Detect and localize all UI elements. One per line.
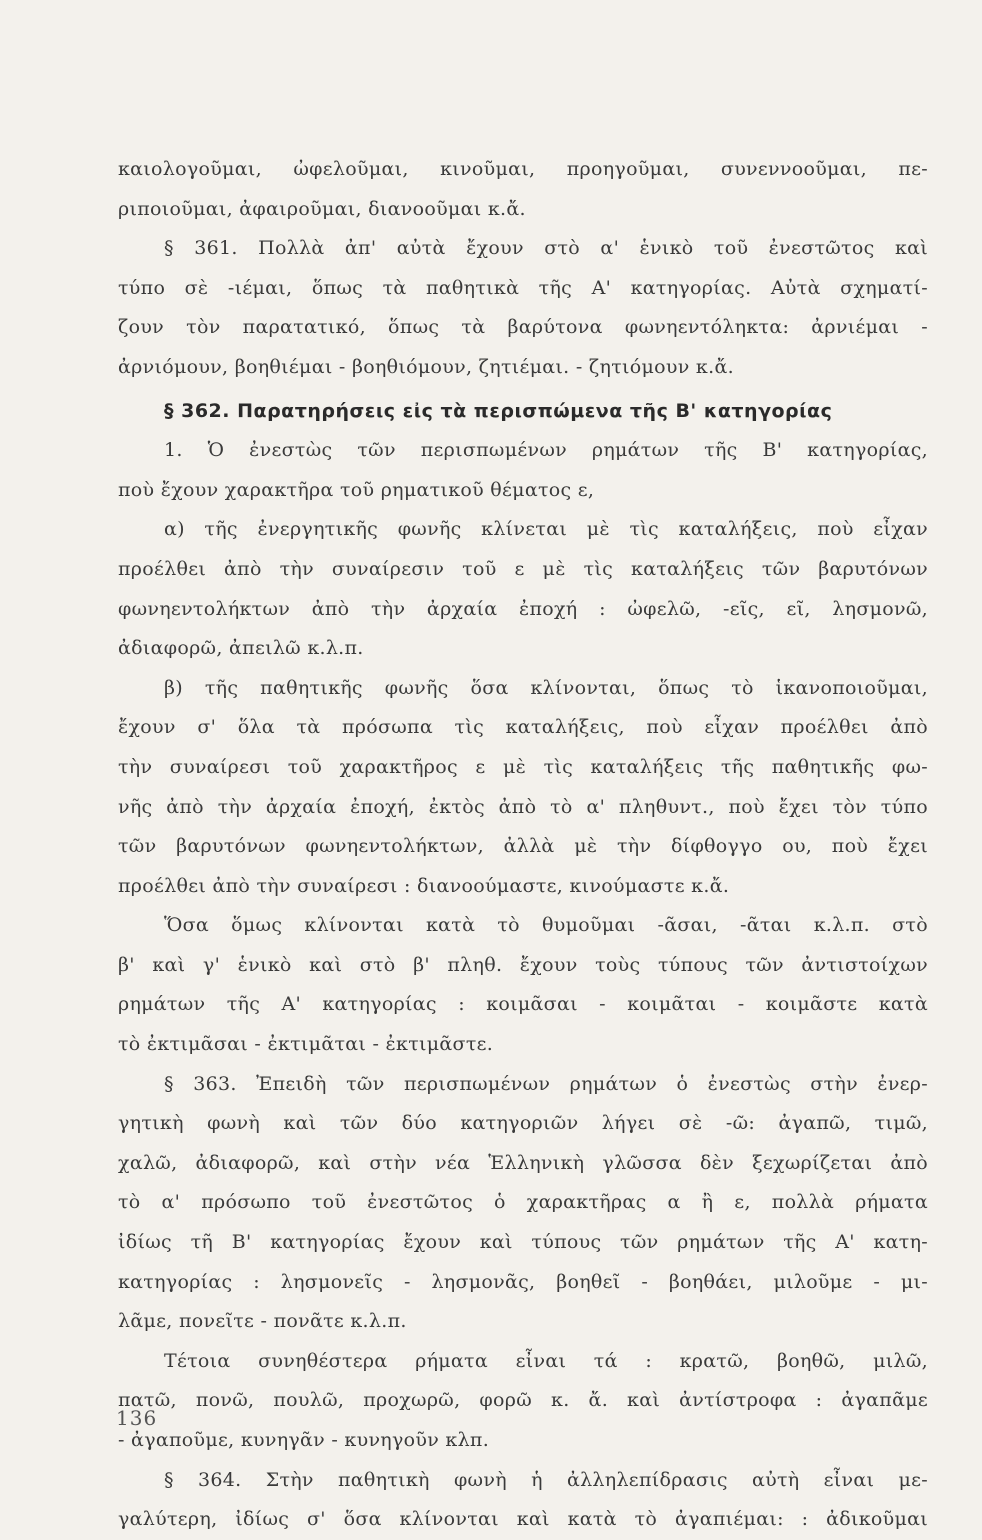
text-line: ποὺ ἔχουν χαρακτῆρα τοῦ ρηματικοῦ θέματος ε, — [118, 478, 595, 501]
item-b: β) τῆς παθητικῆς φωνῆς ὅσα κλίνονται, ὅπως τὸ ἱκανοποιοῦμαι, — [164, 676, 928, 699]
text-line: β' καὶ γ' ἑνικὸ καὶ στὸ β' πληθ. ἔχουν τοὺς τύπους τῶν ἀντιστοίχων — [118, 953, 928, 976]
text-line: ριποιοῦμαι, ἀφαιροῦμαι, διανοοῦμαι κ.ἄ. — [118, 197, 526, 220]
text-line: Ὅσα ὅμως κλίνονται κατὰ τὸ θυμοῦμαι -ᾶσαι, -ᾶται κ.λ.π. στὸ — [164, 914, 928, 937]
text-line: Τέτοια συνηθέστερα ρήματα εἶναι τά : κρατῶ, βοηθῶ, μιλῶ, — [164, 1349, 928, 1372]
text-line: ἰδίως τῆ Β' κατηγορίας ἔχουν καὶ τύπους τῶν ρημάτων τῆς Α' κατη- — [118, 1231, 928, 1254]
section-362-heading: § 362. Παρατηρήσεις εἰς τὰ περισπώμενα τῆς Β' κατηγορίας — [164, 399, 833, 422]
text-line: χαλῶ, ἀδιαφορῶ, καὶ στὴν νέα Ἑλληνικὴ γλῶσσα δὲν ξεχωρίζεται ἀπὸ — [118, 1151, 928, 1174]
page-body — [118, 150, 928, 1540]
text-line: τὸ α' πρόσωπο τοῦ ἐνεστῶτος ὁ χαρακτῆρας α ἢ ε, πολλὰ ρήματα — [118, 1191, 928, 1214]
text-line: ἀρνιόμουν, βοηθιέμαι - βοηθιόμουν, ζητιέμαι. - ζητιόμουν κ.ἄ. — [118, 355, 734, 378]
page-number: 136 — [116, 1406, 158, 1430]
text-line: τὴν συναίρεσι τοῦ χαρακτῆρος ε μὲ τὶς καταλήξεις τῆς παθητικῆς φω- — [118, 755, 928, 778]
section-361-start: § 361. Πολλὰ ἀπ' αὐτὰ ἔχουν στὸ α' ἑνικὸ τοῦ ἐνεστῶτος καὶ — [164, 237, 928, 260]
text-line: 1. Ὁ ἐνεστὼς τῶν περισπωμένων ρημάτων τῆς Β' κατηγορίας, — [164, 439, 928, 462]
text-line: τῶν βαρυτόνων φωνηεντολήκτων, ἀλλὰ μὲ τὴν δίφθογγο ου, ποὺ ἔχει — [118, 835, 928, 858]
text-line: λᾶμε, πονεῖτε - πονᾶτε κ.λ.π. — [118, 1310, 407, 1333]
text-line: καιολογοῦμαι, ὠφελοῦμαι, κινοῦμαι, προηγοῦμαι, συνεννοοῦμαι, πε- — [118, 158, 928, 180]
item-a: α) τῆς ἐνεργητικῆς φωνῆς κλίνεται μὲ τὶς καταλήξεις, ποὺ εἶχαν — [164, 518, 928, 541]
text-line: τύπο σὲ -ιέμαι, ὅπως τὰ παθητικὰ τῆς Α' κατηγορίας. Αὐτὰ σχηματί- — [118, 276, 928, 299]
text-line: ζουν τὸν παρατατικό, ὅπως τὰ βαρύτονα φωνηεντόληκτα: ἀρνιέμαι - — [118, 316, 928, 339]
text-line: - ἀγαποῦμε, κυνηγᾶν - κυνηγοῦν κλπ. — [118, 1429, 490, 1451]
text-line: πατῶ, πονῶ, πουλῶ, προχωρῶ, φορῶ κ. ἄ. καὶ ἀντίστροφα : ἀγαπᾶμε — [118, 1389, 928, 1412]
text-line: κατηγορίας : λησμονεῖς - λησμονᾶς, βοηθεῖ - βοηθάει, μιλοῦμε - μι- — [118, 1270, 928, 1293]
text-line: φωνηεντολήκτων ἀπὸ τὴν ἀρχαία ἐποχή : ὠφελῶ, -εῖς, εῖ, λησμονῶ, — [118, 597, 928, 620]
text-line: ἔχουν σ' ὅλα τὰ πρόσωπα τὶς καταλήξεις, ποὺ εἶχαν προέλθει ἀπὸ — [118, 716, 928, 739]
text-line: προέλθει ἀπὸ τὴν συναίρεσι : διανοούμαστε, κινούμαστε κ.ἄ. — [118, 874, 730, 897]
text-line: γητικὴ φωνὴ καὶ τῶν δύο κατηγοριῶν λήγει σὲ -ῶ: ἀγαπῶ, τιμῶ, — [118, 1112, 928, 1135]
section-364-start: § 364. Στὴν παθητικὴ φωνὴ ἡ ἀλληλεπίδρασις αὐτὴ εἶναι με- — [164, 1468, 928, 1491]
text-line: τὸ ἐκτιμᾶσαι - ἐκτιμᾶται - ἐκτιμᾶστε. — [118, 1033, 494, 1056]
text-line: νῆς ἀπὸ τὴν ἀρχαία ἐποχή, ἐκτὸς ἀπὸ τὸ α' πληθυντ., ποὺ ἔχει τὸν τύπο — [118, 795, 928, 818]
text-line: ἀδιαφορῶ, ἀπειλῶ κ.λ.π. — [118, 637, 364, 660]
text-line: ρημάτων τῆς Α' κατηγορίας : κοιμᾶσαι - κοιμᾶται - κοιμᾶστε κατὰ — [118, 993, 928, 1016]
section-363-start: § 363. Ἐπειδὴ τῶν περισπωμένων ρημάτων ὁ ἐνεστὼς στὴν ἐνερ- — [164, 1072, 928, 1095]
text-line: προέλθει ἀπὸ τὴν συναίρεσιν τοῦ ε μὲ τὶς καταλήξεις τῶν βαρυτόνων — [118, 557, 928, 580]
text-line: γαλύτερη, ἰδίως σ' ὅσα κλίνονται καὶ κατὰ τὸ ἀγαπιέμαι: : ἀδικοῦμαι — [118, 1508, 928, 1531]
